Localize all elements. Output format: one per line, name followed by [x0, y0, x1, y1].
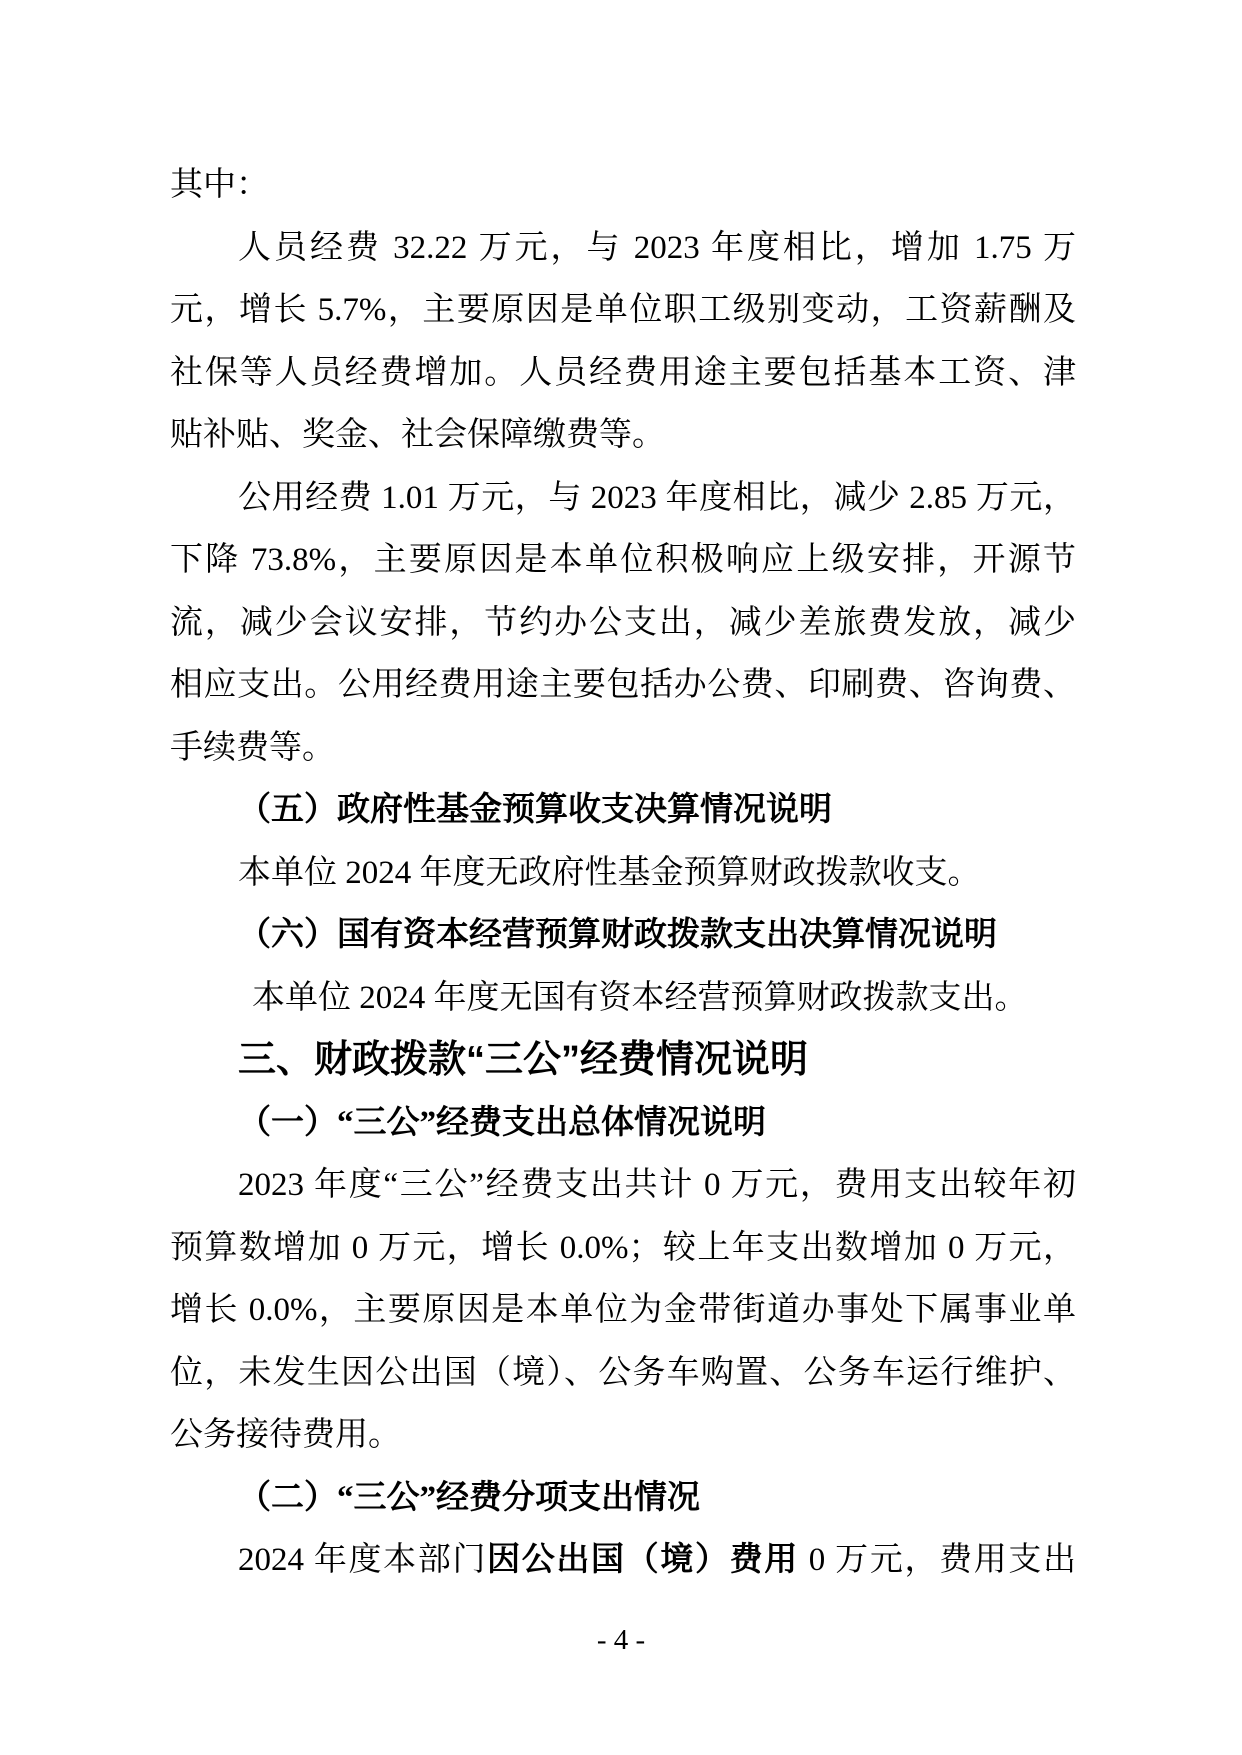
text-line: [170, 217, 1076, 280]
text-line: [170, 1342, 1076, 1405]
body-text: 手续费等。: [170, 729, 335, 766]
body-text: 流，减少会议安排，节约办公支出，减少差旅费发放，减少: [170, 604, 1076, 641]
text-line: [170, 592, 1076, 655]
body-text: 人员经费 32.22 万元，与 2023 年度相比，增加 1.75 万: [238, 229, 1076, 266]
heading-text: （六）国有资本经营预算财政拨款支出决算情况说明: [238, 917, 997, 953]
text-line: [170, 717, 1076, 780]
text-line: [170, 154, 1076, 217]
text-line: [170, 529, 1076, 592]
body-text: 贴补贴、奖金、社会保障缴费等。: [170, 417, 665, 453]
text-line: [170, 1154, 1076, 1217]
body-text: 公务接待费用。: [170, 1417, 401, 1453]
body-text: 2023 年度“三公”经费支出共计 0 万元，费用支出较年初: [238, 1167, 1076, 1203]
text-line: [170, 342, 1076, 405]
body-text: 本单位 2024 年度无国有资本经营预算财政拨款支出。: [252, 979, 1028, 1016]
section-heading: [170, 1029, 1076, 1092]
body-text: 2024 年度本部门: [238, 1542, 488, 1578]
heading-text: （一）“三公”经费支出总体情况说明: [238, 1104, 766, 1141]
heading-text: （五）政府性基金预算收支决算情况说明: [238, 792, 832, 828]
body-text: 社保等人员经费增加。人员经费用途主要包括基本工资、津: [170, 354, 1076, 391]
text-line: [170, 654, 1076, 717]
text-line: [170, 842, 1076, 905]
body-text: 因公出国（境）费用: [487, 1542, 799, 1578]
body-text: 下降 73.8%，主要原因是本单位积极响应上级安排，开源节: [170, 542, 1076, 578]
heading-text: （二）“三公”经费分项支出情况: [238, 1479, 700, 1516]
body-text: 其中：: [170, 167, 269, 203]
document-body: [170, 154, 1076, 1592]
heading-text: 三、财政拨款“三公”经费情况说明: [238, 1039, 809, 1081]
section-heading: [170, 1467, 1076, 1530]
text-line: [170, 404, 1076, 467]
text-line: [170, 1217, 1076, 1280]
body-text: 增长 0.0%，主要原因是本单位为金带街道办事处下属事业单: [170, 1292, 1076, 1328]
body-text: 相应支出。公用经费用途主要包括办公费、印刷费、咨询费、: [170, 667, 1076, 703]
body-text: 0 万元，费用支出: [798, 1542, 1077, 1578]
section-heading: [170, 904, 1076, 967]
section-heading: [170, 1092, 1076, 1155]
body-text: 本单位 2024 年度无政府性基金预算财政拨款收支。: [238, 854, 981, 891]
text-line: [170, 279, 1076, 342]
text-line: [170, 1279, 1076, 1342]
text-line: [170, 967, 1076, 1030]
body-text: 公用经费 1.01 万元，与 2023 年度相比，减少 2.85 万元，: [238, 479, 1076, 516]
body-text: 位，未发生因公出国（境）、公务车购置、公务车运行维护、: [170, 1354, 1076, 1391]
text-line: [170, 1404, 1076, 1467]
page-number: - 4 -: [596, 1624, 646, 1656]
body-text: 元，增长 5.7%，主要原因是单位职工级别变动，工资薪酬及: [170, 292, 1076, 328]
section-heading: [170, 779, 1076, 842]
body-text: 预算数增加 0 万元，增长 0.0%；较上年支出数增加 0 万元，: [170, 1229, 1076, 1266]
page-footer: [0, 1622, 1242, 1658]
text-line: [170, 1529, 1076, 1592]
text-line: [170, 467, 1076, 530]
